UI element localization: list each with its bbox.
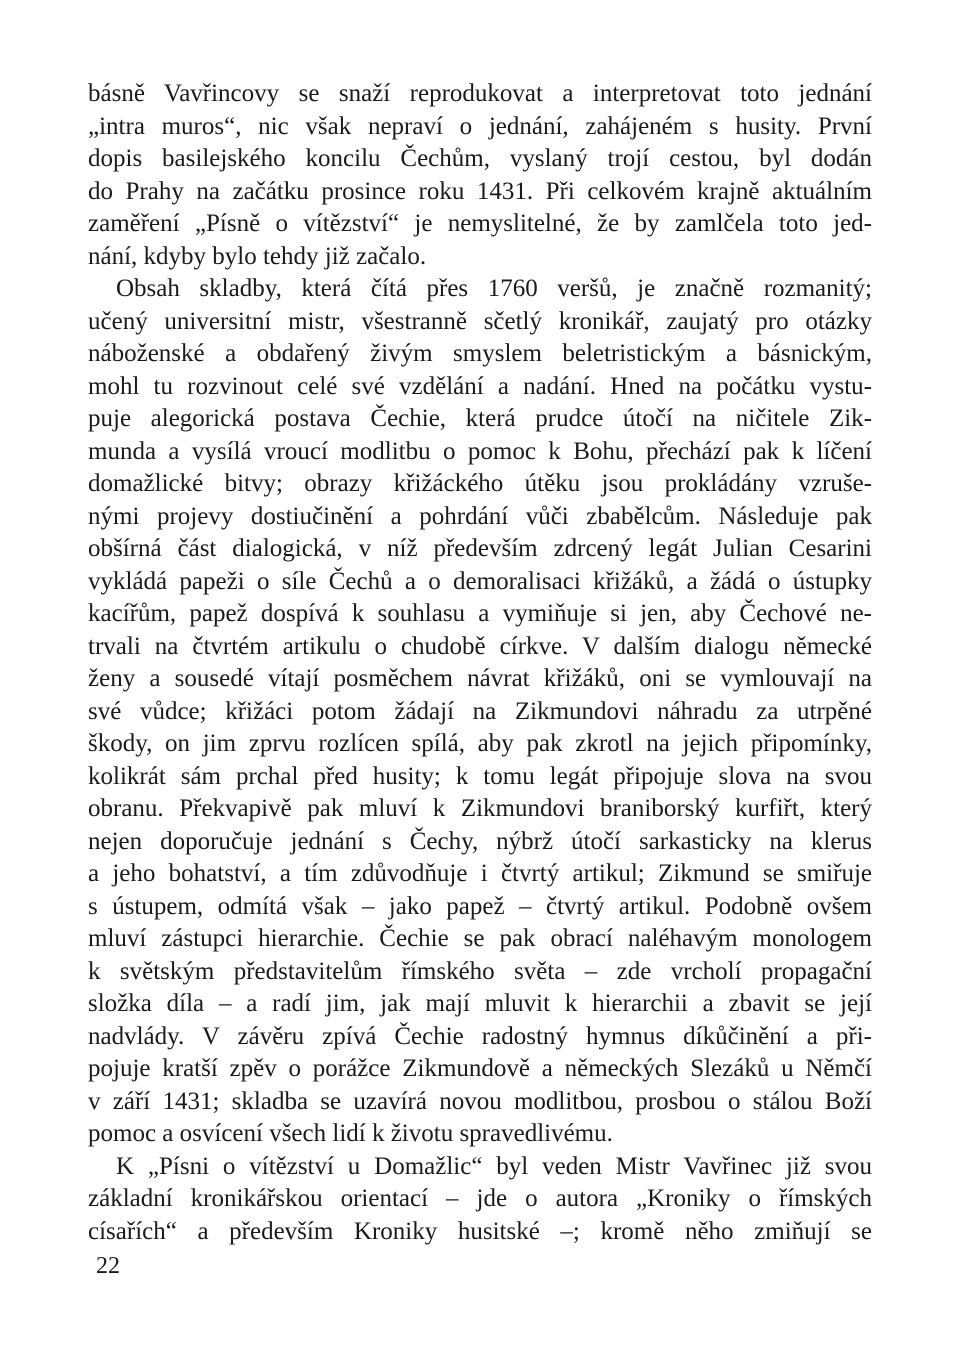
text-line: vykládá papeži o síle Čechů a o demoralisaci křižáků, a žádá o ústupky: [88, 567, 872, 595]
text-line: pojuje kratší zpěv o porážce Zikmundově a německých Slezáků u Němčí: [88, 1055, 872, 1082]
page-text: [88, 78, 872, 1248]
text-line: složka díla – a radí jim, jak mají mluvit k hierarchii a zbavit se její: [88, 990, 872, 1017]
text-line: puje alegorická postava Čechie, která prudce útočí na ničitele Zik-: [88, 405, 872, 432]
text-line: a jeho bohatství, a tím zdůvodňuje i čtvrtý artikul; Zikmund se smiřuje: [88, 860, 872, 887]
text-line: munda a vysílá vroucí modlitbu o pomoc k Bohu, přechází pak k líčení: [88, 437, 872, 465]
text-line: nými projevy dostiučinění a pohrdání vůči zbabělcům. Následuje pak: [88, 502, 872, 530]
text-line: náboženské a obdařený živým smyslem beletristickým a básnickým,: [88, 340, 872, 367]
text-line: ženy a sousedé vítají posměchem návrat křižáků, oni se vymlouvají na: [88, 665, 872, 692]
text-line: trvali na čtvrtém artikulu o chudobě církve. V dalším dialogu německé: [88, 632, 872, 660]
text-line: obšírná část dialogická, v níž především zdrcený legát Julian Cesarini: [88, 535, 872, 562]
text-line: do Prahy na začátku prosince roku 1431. Při celkovém krajně aktuálním: [88, 177, 872, 205]
text-line: s ústupem, odmítá však – jako papež – čtvrtý artikul. Podobně ovšem: [88, 892, 872, 920]
text-line: domažlické bitvy; obrazy křižáckého útěku jsou prokládány vzruše-: [88, 470, 872, 497]
text-line: mluví zástupci hierarchie. Čechie se pak obrací naléhavým monologem: [88, 925, 872, 952]
text-line: škody, on jim zprvu rozlícen spílá, aby pak zkrotl na jejich připomínky,: [88, 730, 872, 757]
page-number: 22: [96, 1253, 120, 1279]
text-line: v září 1431; skladba se uzavírá novou modlitbou, prosbou o stálou Boží: [88, 1087, 872, 1115]
text-line: pomoc a osvícení všech lidí k životu spravedlivému.: [88, 1120, 613, 1147]
text-line: K „Písni o vítězství u Domažlic“ byl veden Mistr Vavřinec již svou: [116, 1152, 872, 1180]
text-line: Obsah skladby, která čítá přes 1760 veršů, je značně rozmanitý;: [116, 275, 872, 302]
text-line: císařích“ a především Kroniky husitské –; kromě něho zmiňují se: [88, 1217, 872, 1245]
text-line: své vůdce; křižáci potom žádají na Zikmundovi náhradu za utrpěné: [88, 697, 872, 725]
text-line: učený universitní mistr, všestranně sčetlý kronikář, zaujatý pro otázky: [88, 307, 872, 335]
text-line: nejen doporučuje jednání s Čechy, nýbrž útočí sarkasticky na klerus: [88, 827, 872, 855]
text-line: základní kronikářskou orientací – jde o autora „Kroniky o římských: [88, 1185, 872, 1212]
text-line: obranu. Překvapivě pak mluví k Zikmundovi braniborský kurfiřt, který: [88, 795, 872, 822]
text-line: mohl tu rozvinout celé své vzdělání a nadání. Hned na počátku vystu-: [88, 372, 872, 400]
text-line: zaměření „Písně o vítězství“ je nemyslitelné, že by zamlčela toto jed-: [88, 210, 872, 237]
text-line: kacířům, papež dospívá k souhlasu a vymiňuje si jen, aby Čechové ne-: [88, 600, 872, 627]
text-line: nání, kdyby bylo tehdy již začalo.: [88, 242, 427, 270]
text-line: dopis basilejského koncilu Čechům, vyslaný trojí cestou, byl dodán: [88, 145, 872, 172]
text-line: nadvlády. V závěru zpívá Čechie radostný hymnus díkůčinění a při-: [88, 1022, 872, 1050]
text-line: k světským představitelům římského světa – zde vrcholí propagační: [88, 957, 872, 985]
paragraph: [88, 78, 872, 273]
text-line: básně Vavřincovy se snaží reprodukovat a interpretovat toto jednání: [88, 80, 872, 107]
text-line: kolikrát sám prchal před husity; k tomu legát připojuje slova na svou: [88, 762, 872, 790]
paragraph: [88, 1151, 872, 1249]
paragraph: [88, 273, 872, 1151]
text-line: „intra muros“, nic však nepraví o jednání, zahájeném s husity. První: [88, 112, 872, 140]
